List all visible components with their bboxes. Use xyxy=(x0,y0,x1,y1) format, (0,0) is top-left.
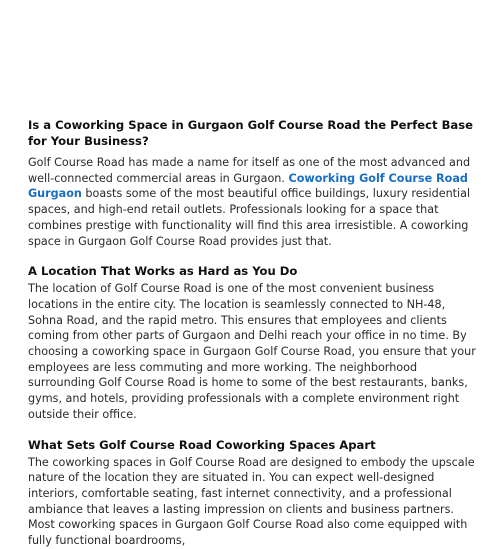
section-heading-coworking-base: Is a Coworking Space in Gurgaon Golf Course Road the Perfect Base for Your Business? xyxy=(28,118,474,148)
intro-text-after-link: boasts some of the most beautiful office buildings, luxury residential spaces, and high-end retail outlets. Professionals looking for a space that combines prestige with functionality will find this area irresistible. A coworking space in Gurgaon Golf Course Road provides just that. xyxy=(28,187,471,248)
what-sets-apart-paragraph: The coworking spaces in Golf Course Road are designed to embody the upscale nature of the location they are situated in. You can expect well-designed interiors, comfortable seating, fast internet connectivity, and a professional ambiance that leaves a lasting impression on clients and business partners. Most coworking spaces in Gurgaon Golf Course Road also come equipped with fully functional boardrooms, xyxy=(28,455,475,548)
article-content xyxy=(28,117,478,549)
coworking-golf-course-road-link[interactable]: Coworking Golf Course Road Gurgaon xyxy=(28,171,468,201)
location-paragraph: The location of Golf Course Road is one of the most convenient business locations in the entire city. The location is seamlessly connected to NH-48, Sohna Road, and the rapid metro. This ensures that employees and clients coming from other parts of Gurgaon and Delhi reach your office in no time. By choosing a coworking space in Gurgaon Golf Course Road, you ensure that your employees are less commuting and more working. The neighborhood surrounding Golf Course Road is home to some of the best restaurants, banks, gyms, and hotels, providing professionals with a complete environment right outside their office. xyxy=(28,282,476,421)
intro-text-before-link: Golf Course Road has made a name for itself as one of the most advanced and well-connected commercial areas in Gurgaon. xyxy=(28,156,471,185)
intro-paragraph xyxy=(28,155,478,249)
section-heading-location: A Location That Works as Hard as You Do xyxy=(28,264,298,279)
section-heading-what-sets-apart: What Sets Golf Course Road Coworking Spaces Apart xyxy=(28,437,376,452)
